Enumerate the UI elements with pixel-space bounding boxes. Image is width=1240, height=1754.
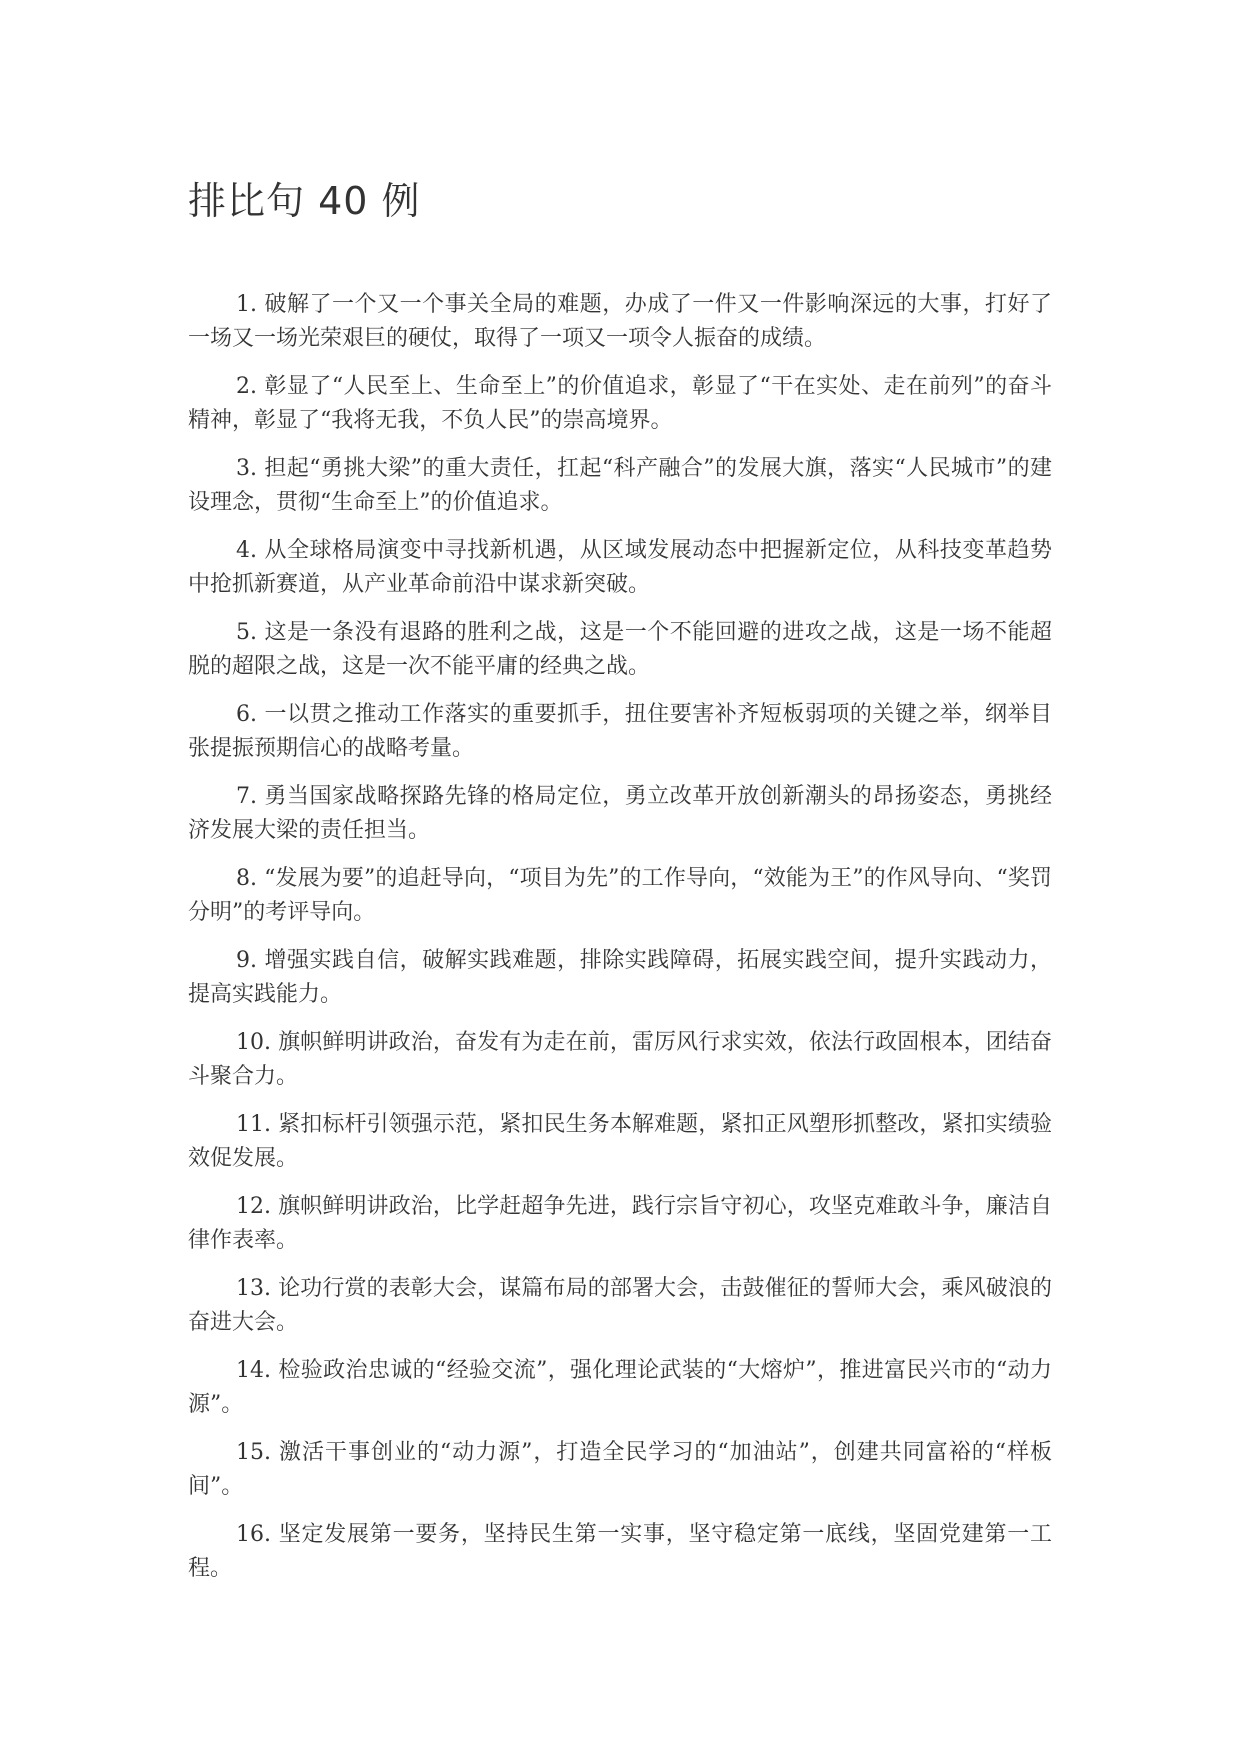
sentence-list <box>188 288 1052 1600</box>
list-item: 3. 担起“勇挑大梁”的重大责任，扛起“科产融合”的发展大旗，落实“人民城市”的建设理念，贯彻“生命至上”的价值追求。 <box>188 456 1052 515</box>
list-item: 11. 紧扣标杆引领强示范，紧扣民生务本解难题，紧扣正风塑形抓整改，紧扣实绩验效促发展。 <box>188 1112 1052 1171</box>
list-item: 15. 激活干事创业的“动力源”，打造全民学习的“加油站”，创建共同富裕的“样板间”。 <box>188 1440 1052 1499</box>
list-item: 7. 勇当国家战略探路先锋的格局定位，勇立改革开放创新潮头的昂扬姿态，勇挑经济发展大梁的责任担当。 <box>188 784 1052 843</box>
page-title: 排比句 40 例 <box>188 179 421 223</box>
list-item: 8. “发展为要”的追赶导向，“项目为先”的工作导向，“效能为王”的作风导向、“奖罚分明”的考评导向。 <box>188 866 1052 925</box>
list-item: 2. 彰显了“人民至上、生命至上”的价值追求，彰显了“干在实处、走在前列”的奋斗精神，彰显了“我将无我，不负人民”的崇高境界。 <box>188 374 1052 433</box>
list-item: 4. 从全球格局演变中寻找新机遇，从区域发展动态中把握新定位，从科技变革趋势中抢抓新赛道，从产业革命前沿中谋求新突破。 <box>188 538 1052 597</box>
list-item: 16. 坚定发展第一要务，坚持民生第一实事，坚守稳定第一底线，坚固党建第一工程。 <box>188 1522 1052 1581</box>
list-item: 14. 检验政治忠诚的“经验交流”，强化理论武装的“大熔炉”，推进富民兴市的“动力源”。 <box>188 1358 1052 1417</box>
list-item: 5. 这是一条没有退路的胜利之战，这是一个不能回避的进攻之战，这是一场不能超脱的超限之战，这是一次不能平庸的经典之战。 <box>188 620 1052 679</box>
list-item: 10. 旗帜鲜明讲政治，奋发有为走在前，雷厉风行求实效，依法行政固根本，团结奋斗聚合力。 <box>188 1030 1052 1089</box>
list-item: 12. 旗帜鲜明讲政治，比学赶超争先进，践行宗旨守初心，攻坚克难敢斗争，廉洁自律作表率。 <box>188 1194 1052 1253</box>
list-item: 9. 增强实践自信，破解实践难题，排除实践障碍，拓展实践空间，提升实践动力，提高实践能力。 <box>188 948 1052 1007</box>
list-item: 6. 一以贯之推动工作落实的重要抓手，扭住要害补齐短板弱项的关键之举，纲举目张提振预期信心的战略考量。 <box>188 702 1052 761</box>
list-item: 1. 破解了一个又一个事关全局的难题，办成了一件又一件影响深远的大事，打好了一场又一场光荣艰巨的硬仗，取得了一项又一项令人振奋的成绩。 <box>188 292 1052 351</box>
list-item: 13. 论功行赏的表彰大会，谋篇布局的部署大会，击鼓催征的誓师大会，乘风破浪的奋进大会。 <box>188 1276 1052 1335</box>
